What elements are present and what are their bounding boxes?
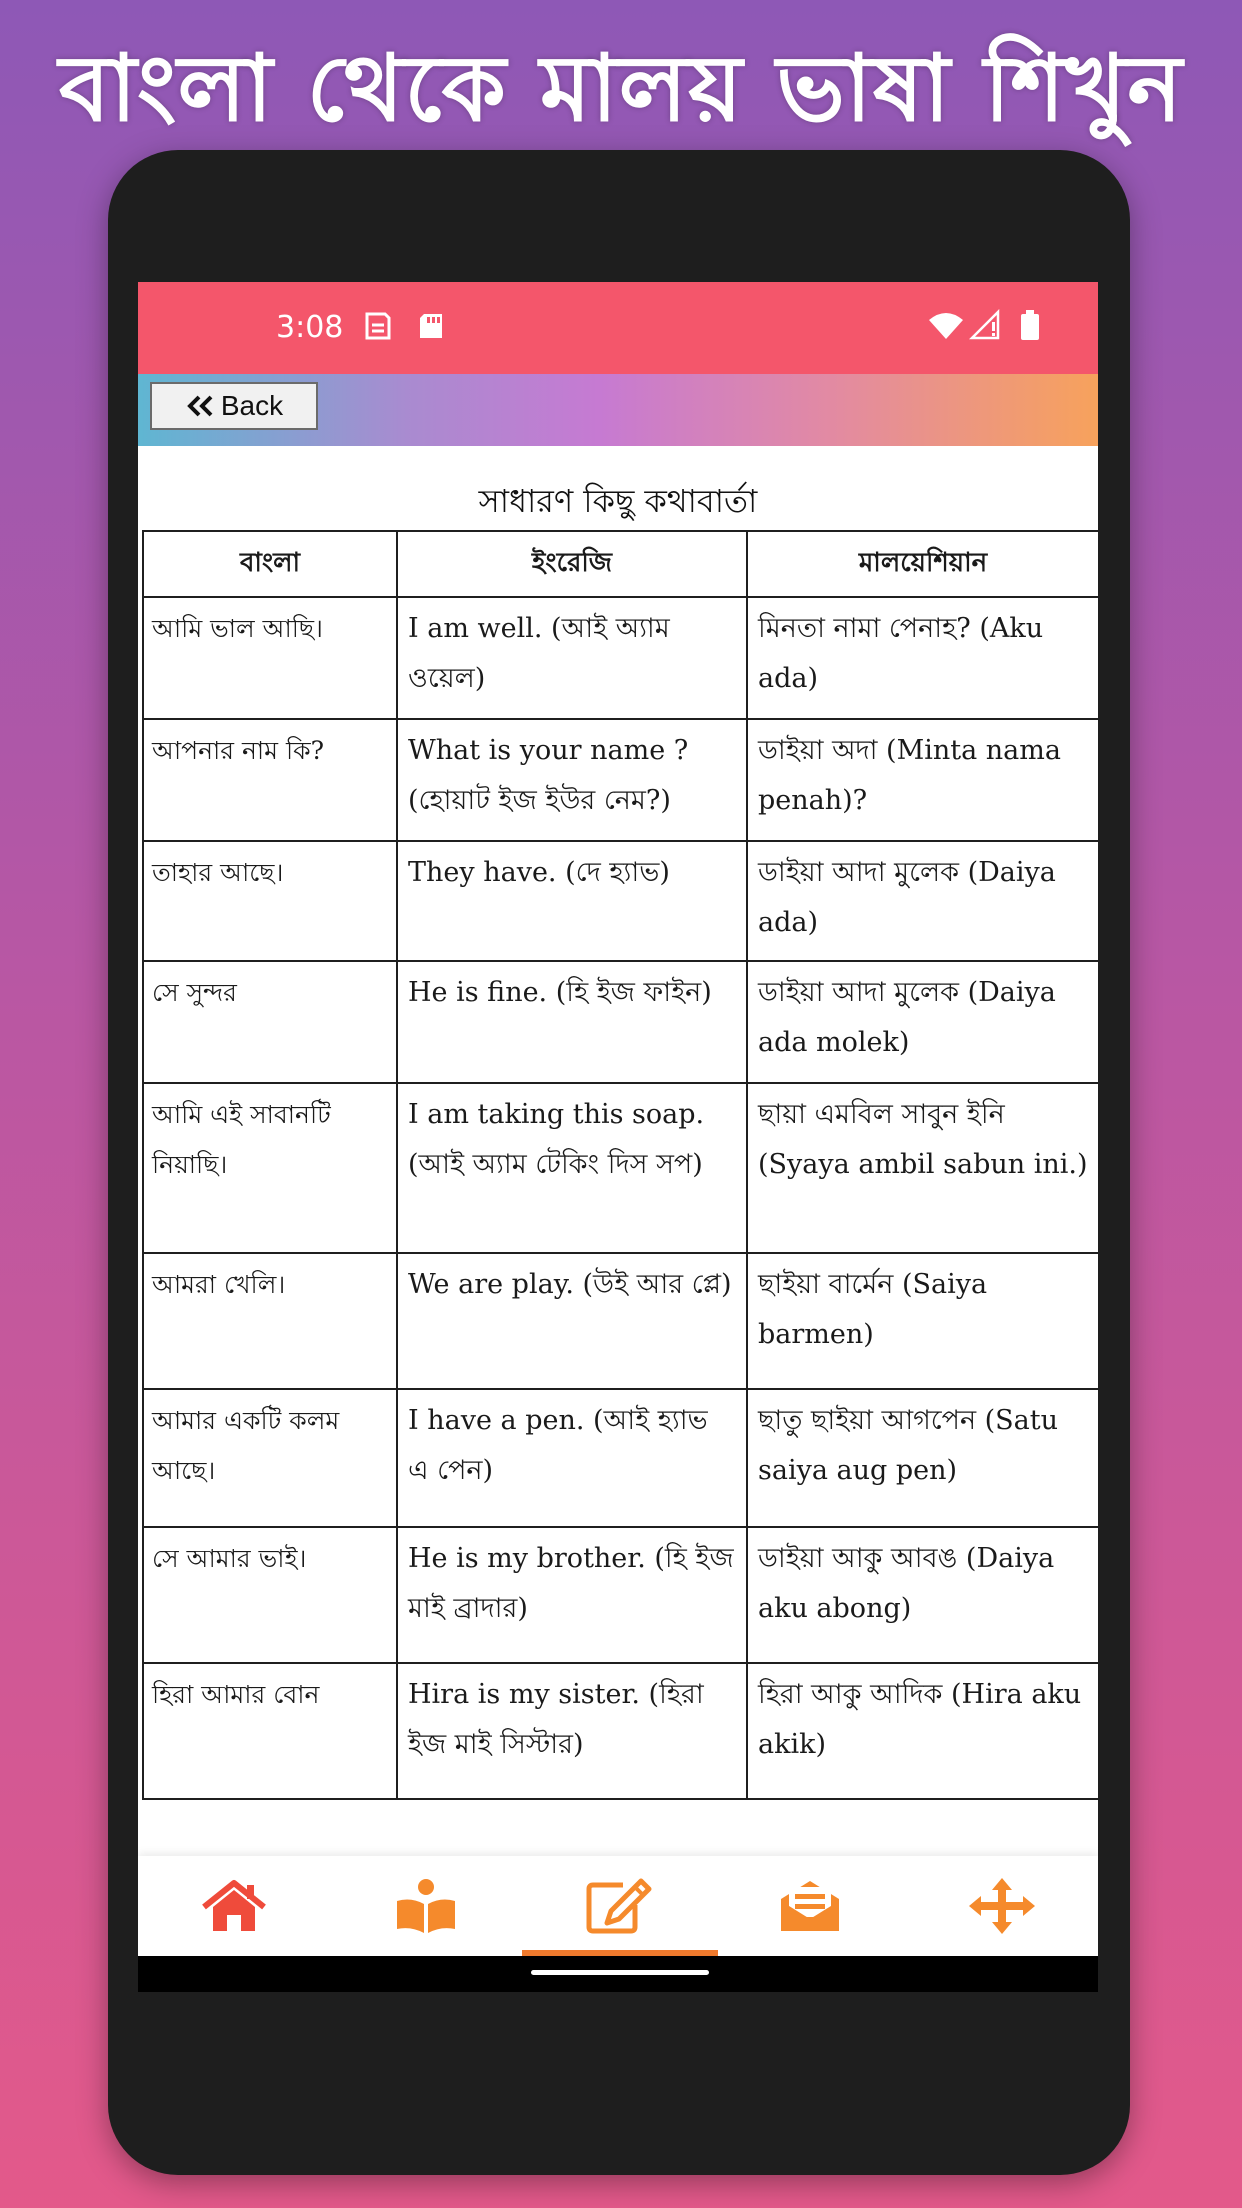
nav-move[interactable] <box>906 1856 1098 1956</box>
table-row <box>143 719 1098 841</box>
cell-malay: ছাতু ছাইয়া আগপেন (Satu saiya aug pen) <box>747 1389 1098 1527</box>
table-header-row <box>143 531 1098 597</box>
table-row <box>143 1527 1098 1663</box>
status-bar <box>138 282 1098 374</box>
lesson-content <box>138 446 1098 1856</box>
cell-bangla: সে সুন্দর <box>143 961 397 1083</box>
cell-english: I am well. (আই অ্যাম ওয়েল) <box>397 597 747 719</box>
page-title: সাধারণ কিছু কথাবার্তা <box>478 482 758 520</box>
table-row <box>143 1253 1098 1389</box>
cell-malay: ডাইয়া আকু আবঙ (Daiya aku abong) <box>747 1527 1098 1663</box>
home-gesture-handle[interactable] <box>531 1970 709 1975</box>
table-row <box>143 1083 1098 1253</box>
cell-bangla: আমি ভাল আছি। <box>143 597 397 719</box>
cell-malay: ডাইয়া অদা (Minta nama penah)? <box>747 719 1098 841</box>
column-header-bangla: বাংলা <box>143 531 397 597</box>
cell-english: Hira is my sister. (হিরা ইজ মাই সিস্টার) <box>397 1663 747 1799</box>
bottom-navigation <box>138 1856 1098 1956</box>
app-screen <box>138 282 1098 1992</box>
sd-card-icon <box>416 308 446 344</box>
table-row <box>143 1663 1098 1799</box>
status-time: 3:08 <box>276 310 344 345</box>
cell-bangla: হিরা আমার বোন <box>143 1663 397 1799</box>
table-row <box>143 1389 1098 1527</box>
cell-bangla: সে আমার ভাই। <box>143 1527 397 1663</box>
cell-malay: ছায়া এমবিল সাবুন ইনি (Syaya ambil sabun ini.) <box>747 1083 1098 1253</box>
mail-open-icon <box>775 1877 845 1935</box>
cell-malay: ডাইয়া আদা মুলেক (Daiya ada molek) <box>747 961 1098 1083</box>
cell-english: He is fine. (হি ইজ ফাইন) <box>397 961 747 1083</box>
nav-reader[interactable] <box>330 1856 522 1956</box>
cell-english: What is your name ? (হোয়াট ইজ ইউর নেম?) <box>397 719 747 841</box>
signal-icon <box>968 308 998 344</box>
phrase-table <box>142 530 1098 1800</box>
reader-icon <box>391 1877 461 1935</box>
cell-malay: ডাইয়া আদা মুলেক (Daiya ada) <box>747 841 1098 961</box>
battery-icon <box>1018 308 1048 344</box>
column-header-english: ইংরেজি <box>397 531 747 597</box>
nav-home[interactable] <box>138 1856 330 1956</box>
cell-english: He is my brother. (হি ইজ মাই ব্রাদার) <box>397 1527 747 1663</box>
back-button-label: Back <box>220 390 284 421</box>
cell-bangla: আপনার নাম কি? <box>143 719 397 841</box>
cell-bangla: আমরা খেলি। <box>143 1253 397 1389</box>
cell-bangla: আমার একটি কলম আছে। <box>143 1389 397 1527</box>
cell-malay: হিরা আকু আদিক (Hira aku akik) <box>747 1663 1098 1799</box>
table-row <box>143 597 1098 719</box>
nav-edit[interactable] <box>522 1856 714 1956</box>
cell-malay: ছাইয়া বার্মেন (Saiya barmen) <box>747 1253 1098 1389</box>
cell-bangla: আমি এই সাবানটি নিয়াছি। <box>143 1083 397 1253</box>
cell-english: I have a pen. (আই হ্যাভ এ পেন) <box>397 1389 747 1527</box>
cell-malay: মিনতা নামা পেনাহ? (Aku ada) <box>747 597 1098 719</box>
cell-bangla: তাহার আছে। <box>143 841 397 961</box>
wifi-icon <box>928 308 958 344</box>
home-icon <box>199 1877 269 1935</box>
promo-headline: বাংলা থেকে মালয় ভাষা শিখুন <box>58 34 1184 142</box>
edit-icon <box>583 1877 653 1935</box>
gesture-bar <box>138 1956 1098 1992</box>
sim-icon <box>363 308 393 344</box>
app-bar <box>138 374 1098 446</box>
back-button[interactable] <box>150 382 318 430</box>
nav-messages[interactable] <box>714 1856 906 1956</box>
cell-english: They have. (দে হ্যাভ) <box>397 841 747 961</box>
column-header-malay: মালয়েশিয়ান <box>747 531 1098 597</box>
double-chevron-left-icon <box>185 395 215 417</box>
cell-english: I am taking this soap. (আই অ্যাম টেকিং দিস সপ) <box>397 1083 747 1253</box>
cell-english: We are play. (উই আর প্লে) <box>397 1253 747 1389</box>
table-row <box>143 841 1098 961</box>
table-row <box>143 961 1098 1083</box>
move-arrows-icon <box>967 1877 1037 1935</box>
